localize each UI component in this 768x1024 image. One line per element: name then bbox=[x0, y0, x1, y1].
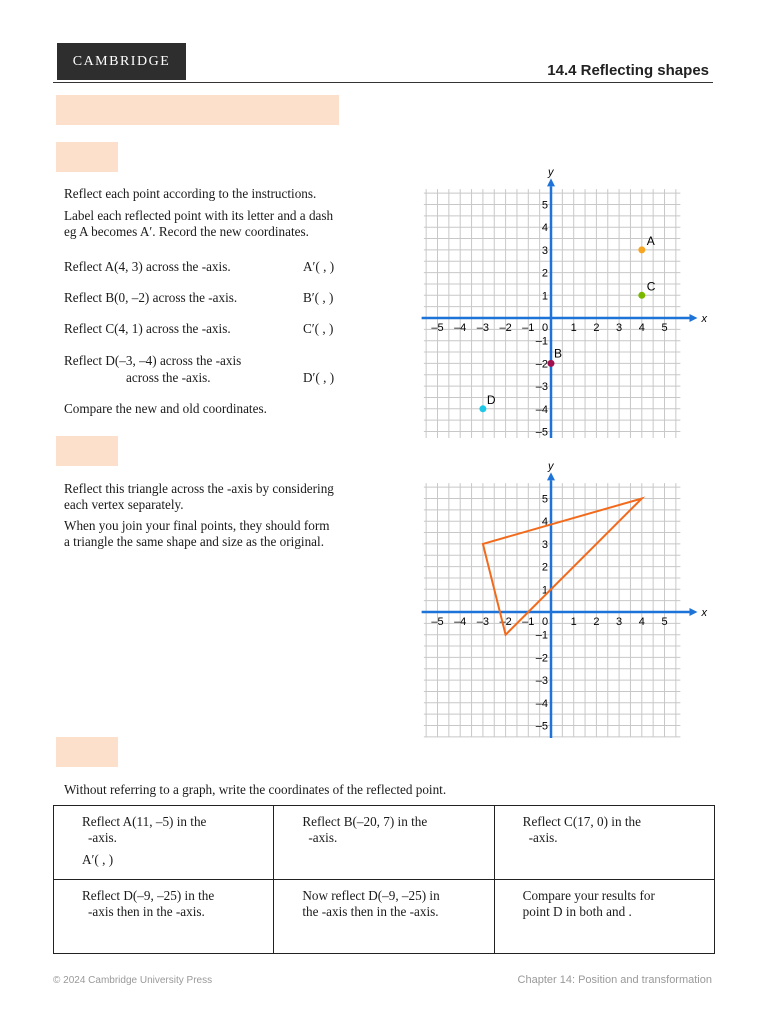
coordinate-grid-2 bbox=[410, 462, 710, 738]
y-tick-label: 3 bbox=[541, 538, 548, 551]
q3-cell-c-line2: -axis. bbox=[528, 830, 558, 845]
q2-line1: Reflect this triangle across the -axis by considering bbox=[64, 481, 334, 496]
q3-cell-a-line1: Reflect A(11, –5) in the bbox=[82, 814, 207, 829]
q1-compare: Compare the new and old coordinates. bbox=[64, 401, 267, 416]
point-a bbox=[638, 246, 645, 253]
q1-row-d-text2: across the -axis. bbox=[126, 370, 211, 385]
y-tick-label: –5 bbox=[535, 720, 548, 733]
x-tick-label: 1 bbox=[570, 616, 577, 628]
x-tick-label: 3 bbox=[616, 616, 623, 628]
x-tick-label: –2 bbox=[499, 616, 512, 628]
q3-cell-f-line1: Compare your results for bbox=[522, 888, 655, 903]
title-band bbox=[56, 95, 339, 125]
y-tick-label: 2 bbox=[541, 561, 548, 574]
q1-row-a-text: Reflect A(4, 3) across the -axis. bbox=[64, 259, 231, 274]
q3-cell-f-line2: point D in both and . bbox=[522, 904, 632, 919]
y-tick-label: –1 bbox=[535, 629, 548, 642]
point-label-c: C bbox=[646, 279, 656, 294]
q3-cell-d bbox=[54, 880, 274, 954]
header-divider bbox=[53, 82, 713, 83]
q1-row-b bbox=[64, 290, 237, 306]
x-tick-label: –4 bbox=[454, 616, 467, 628]
y-tick-label: –1 bbox=[535, 335, 548, 348]
question-3-band bbox=[56, 737, 118, 767]
y-tick-label: –4 bbox=[535, 697, 548, 710]
q3-cell-b-line1: Reflect B(–20, 7) in the bbox=[302, 814, 428, 829]
question-1-band bbox=[56, 142, 118, 172]
point-c bbox=[638, 292, 645, 299]
q1-intro: Reflect each point according to the instructions. bbox=[64, 186, 317, 201]
q3-cell-e-line2: the -axis then in the -axis. bbox=[302, 904, 439, 919]
y-axis-label: y bbox=[548, 166, 554, 179]
q3-cell-a-line2: -axis. bbox=[88, 830, 117, 845]
q3-cell-f bbox=[494, 880, 714, 954]
x-tick-label: 5 bbox=[661, 616, 668, 628]
q1-instruction-line2: eg A becomes A′. Record the new coordinates. bbox=[64, 224, 309, 239]
q1-row-c bbox=[64, 321, 231, 337]
q3-cell-d-line2: -axis then in the -axis. bbox=[88, 904, 205, 919]
q1-row-a-answer[interactable]: A′( , ) bbox=[303, 259, 335, 274]
q2-text-block bbox=[64, 481, 404, 550]
section-title: 14.4 Reflecting shapes bbox=[547, 62, 709, 79]
y-tick-label: –5 bbox=[535, 426, 548, 438]
q3-exercise-table bbox=[53, 805, 715, 954]
q3-cell-e-line1: Now reflect D(–9, –25) in bbox=[302, 888, 440, 903]
q3-cell-e bbox=[274, 880, 494, 954]
q1-text-block bbox=[64, 186, 404, 240]
x-tick-label: 2 bbox=[593, 616, 600, 628]
y-tick-label: 4 bbox=[541, 222, 548, 235]
q3-cell-b-line2: -axis. bbox=[308, 830, 338, 845]
q3-intro: Without referring to a graph, write the coordinates of the reflected point. bbox=[64, 782, 447, 797]
y-tick-label: 3 bbox=[541, 244, 548, 257]
x-tick-label: 0 bbox=[541, 616, 549, 628]
q3-cell-a bbox=[54, 806, 274, 880]
q1-row-b-answer[interactable]: B′( , ) bbox=[303, 290, 334, 305]
cambridge-logo: CAMBRIDGE bbox=[57, 43, 186, 80]
y-tick-label: –3 bbox=[535, 381, 548, 394]
q1-row-d-answer[interactable]: D′( , ) bbox=[303, 370, 335, 385]
y-tick-label: 2 bbox=[541, 267, 548, 280]
q1-row-c-answer[interactable]: C′( , ) bbox=[303, 321, 334, 336]
y-tick-label: –4 bbox=[535, 403, 548, 416]
q1-row-a bbox=[64, 259, 231, 275]
y-axis-arrow bbox=[547, 472, 555, 480]
x-tick-label: 1 bbox=[570, 322, 577, 334]
point-d bbox=[479, 405, 486, 412]
x-tick-label: –3 bbox=[476, 616, 490, 628]
y-tick-label: 5 bbox=[541, 493, 548, 506]
x-tick-label: 3 bbox=[616, 322, 623, 334]
y-tick-label: –2 bbox=[535, 652, 548, 665]
y-tick-label: –3 bbox=[535, 675, 548, 688]
x-axis-label: x bbox=[701, 607, 707, 619]
question-2-band bbox=[56, 436, 118, 466]
y-tick-label: –2 bbox=[535, 358, 548, 371]
x-tick-label: 4 bbox=[638, 322, 645, 334]
q3-cell-c bbox=[494, 806, 714, 880]
q1-row-d-continued bbox=[126, 370, 211, 386]
q3-cell-c-line1: Reflect C(17, 0) in the bbox=[522, 814, 641, 829]
x-tick-label: –1 bbox=[522, 616, 535, 628]
q3-cell-b bbox=[274, 806, 494, 880]
q3-cell-d-line1: Reflect D(–9, –25) in the bbox=[82, 888, 215, 903]
q2-line4: a triangle the same shape and size as the original. bbox=[64, 534, 324, 549]
q1-row-d bbox=[64, 353, 241, 369]
x-tick-label: –3 bbox=[476, 322, 490, 334]
x-axis-arrow bbox=[689, 608, 697, 616]
x-tick-label: –1 bbox=[522, 322, 535, 334]
q1-row-b-text: Reflect B(0, –2) across the -axis. bbox=[64, 290, 238, 305]
x-tick-label: 4 bbox=[638, 616, 645, 628]
x-tick-label: –5 bbox=[431, 616, 444, 628]
y-axis-label: y bbox=[548, 462, 554, 473]
x-tick-label: 2 bbox=[593, 322, 600, 334]
q1-instruction-line1: Label each reflected point with its letter and a dash bbox=[64, 208, 334, 223]
point-label-a: A bbox=[646, 233, 655, 248]
point-b bbox=[548, 360, 555, 367]
x-tick-label: –4 bbox=[454, 322, 467, 334]
point-label-b: B bbox=[554, 346, 563, 361]
x-tick-label: –2 bbox=[499, 322, 512, 334]
q2-line2: each vertex separately. bbox=[64, 497, 184, 512]
y-tick-label: 5 bbox=[541, 199, 548, 212]
x-axis-arrow bbox=[689, 314, 697, 322]
x-tick-label: –5 bbox=[431, 322, 444, 334]
q1-row-d-text1: Reflect D(–3, –4) across the -axis bbox=[64, 353, 242, 368]
point-label-d: D bbox=[486, 392, 496, 407]
q3-cell-a-answer[interactable]: A′( , ) bbox=[82, 852, 114, 867]
y-tick-label: 4 bbox=[541, 516, 548, 529]
footer-copyright: © 2024 Cambridge University Press bbox=[53, 975, 213, 986]
q2-line3: When you join your final points, they should form bbox=[64, 518, 330, 533]
footer-chapter: Chapter 14: Position and transformation bbox=[517, 974, 712, 986]
q1-row-c-text: Reflect C(4, 1) across the -axis. bbox=[64, 321, 231, 336]
x-tick-label: 0 bbox=[541, 322, 549, 334]
x-tick-label: 5 bbox=[661, 322, 668, 334]
x-axis-label: x bbox=[701, 313, 707, 325]
coordinate-grid-1 bbox=[410, 166, 710, 438]
y-tick-label: 1 bbox=[541, 290, 548, 303]
y-axis-arrow bbox=[547, 178, 555, 186]
y-tick-label: 1 bbox=[541, 584, 548, 597]
